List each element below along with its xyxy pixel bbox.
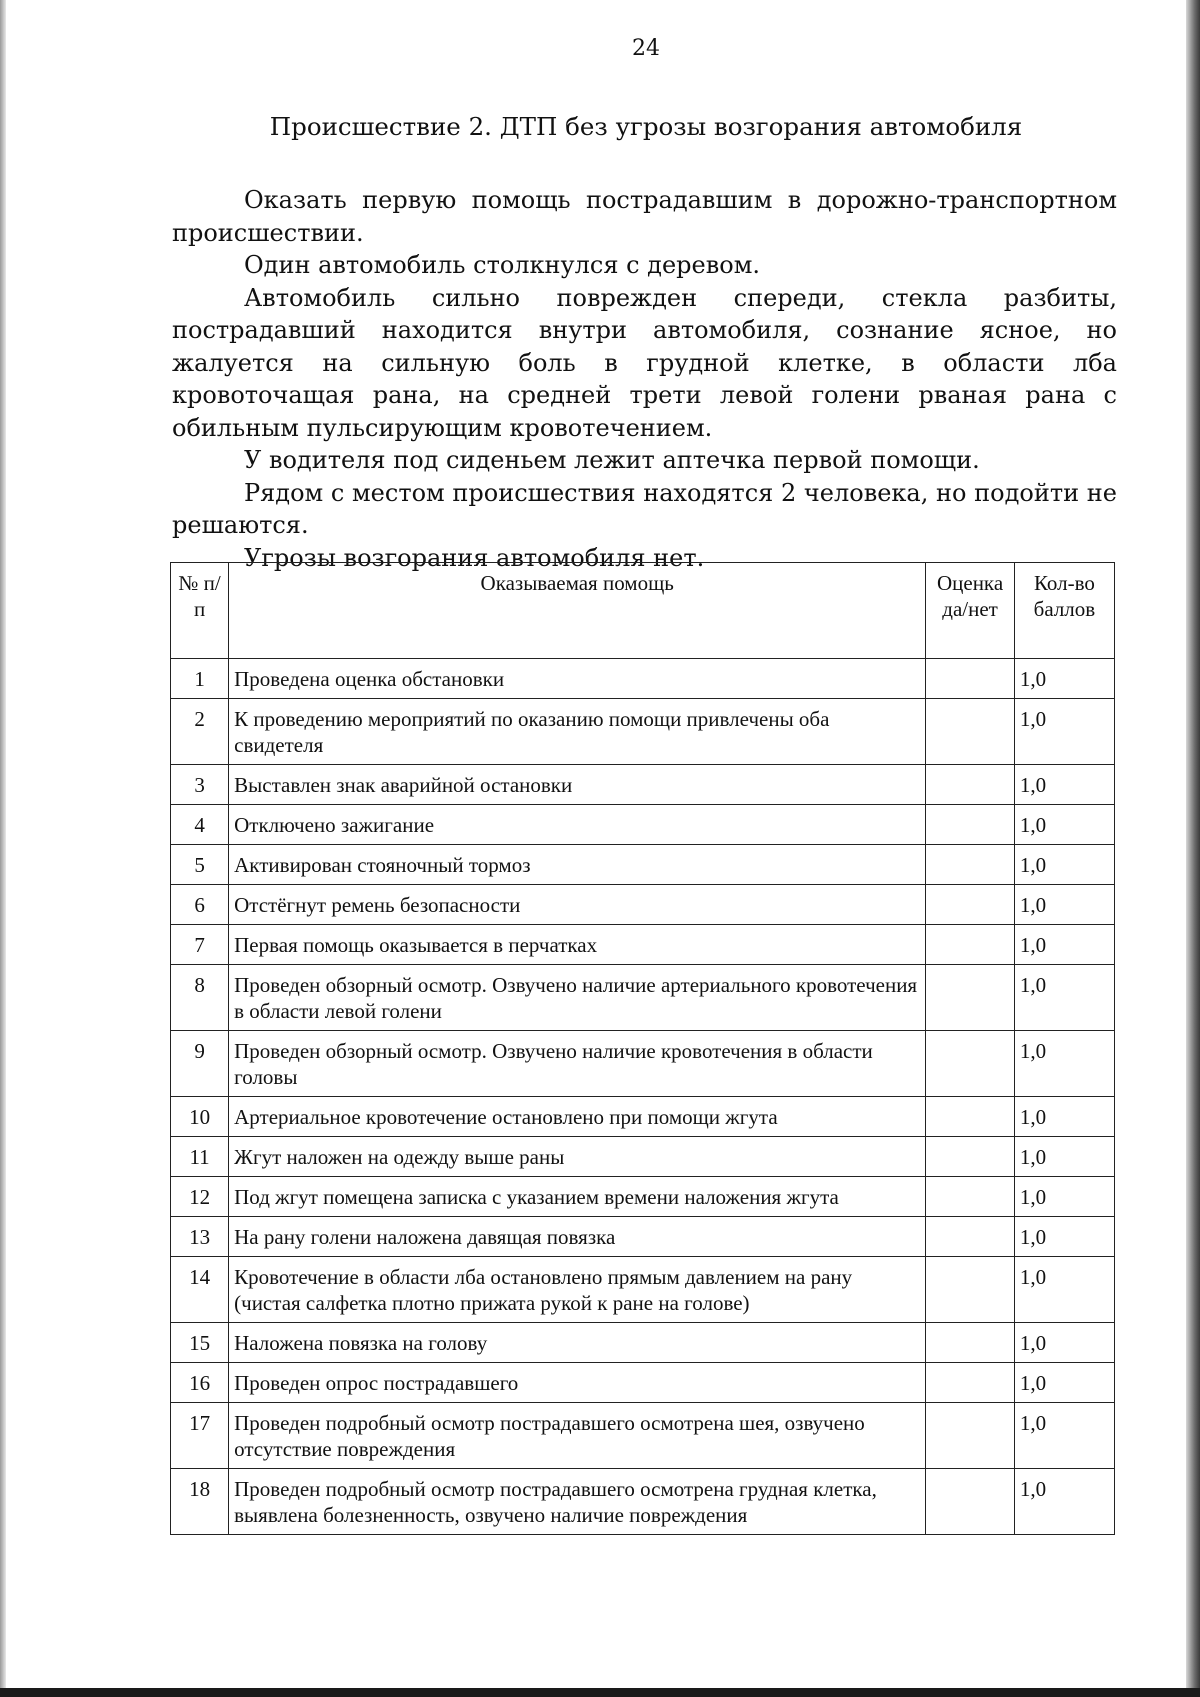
row-number: 14 (171, 1257, 229, 1323)
row-evaluation-cell (926, 965, 1015, 1031)
row-number: 5 (171, 845, 229, 885)
row-evaluation-cell (926, 1403, 1015, 1469)
row-number: 9 (171, 1031, 229, 1097)
row-evaluation-cell (926, 845, 1015, 885)
table-row (171, 885, 1115, 925)
row-evaluation-cell (926, 1469, 1015, 1535)
table-header-row (171, 563, 1115, 659)
table-row (171, 1323, 1115, 1363)
row-number: 11 (171, 1137, 229, 1177)
scenario-description (172, 184, 1117, 574)
row-number: 1 (171, 659, 229, 699)
row-action-text: Отключено зажигание (229, 805, 926, 845)
row-score: 1,0 (1014, 765, 1114, 805)
row-action-text: Проведен обзорный осмотр. Озвучено наличие кровотечения в области головы (229, 1031, 926, 1097)
row-score: 1,0 (1014, 1363, 1114, 1403)
header-num: № п/п (171, 563, 229, 659)
table-row (171, 699, 1115, 765)
paragraph: Оказать первую помощь пострадавшим в дорожно-транспортном происшествии. (172, 186, 1117, 247)
row-number: 10 (171, 1097, 229, 1137)
page-number: 24 (632, 36, 660, 61)
row-action-text: Первая помощь оказывается в перчатках (229, 925, 926, 965)
row-evaluation-cell (926, 659, 1015, 699)
table-row (171, 1363, 1115, 1403)
row-score: 1,0 (1014, 1323, 1114, 1363)
row-evaluation-cell (926, 1097, 1015, 1137)
row-evaluation-cell (926, 1031, 1015, 1097)
table-body (171, 659, 1115, 1535)
table-row (171, 1469, 1115, 1535)
row-evaluation-cell (926, 1363, 1015, 1403)
row-evaluation-cell (926, 1217, 1015, 1257)
table-row (171, 1097, 1115, 1137)
scan-edge-right (1186, 0, 1200, 1697)
row-score: 1,0 (1014, 925, 1114, 965)
row-score: 1,0 (1014, 885, 1114, 925)
table-row (171, 845, 1115, 885)
row-evaluation-cell (926, 925, 1015, 965)
row-action-text: На рану голени наложена давящая повязка (229, 1217, 926, 1257)
row-action-text: Наложена повязка на голову (229, 1323, 926, 1363)
row-number: 7 (171, 925, 229, 965)
row-evaluation-cell (926, 699, 1015, 765)
row-action-text: Жгут наложен на одежду выше раны (229, 1137, 926, 1177)
row-action-text: Активирован стояночный тормоз (229, 845, 926, 885)
row-evaluation-cell (926, 765, 1015, 805)
table-row (171, 765, 1115, 805)
row-score: 1,0 (1014, 1403, 1114, 1469)
row-evaluation-cell (926, 1177, 1015, 1217)
row-score: 1,0 (1014, 659, 1114, 699)
row-action-text: Проведен обзорный осмотр. Озвучено наличие артериального кровотечения в области левой голени (229, 965, 926, 1031)
row-score: 1,0 (1014, 1031, 1114, 1097)
row-action-text: Отстёгнут ремень безопасности (229, 885, 926, 925)
header-eval: Оценка да/нет (926, 563, 1015, 659)
assessment-table (170, 562, 1115, 1535)
row-score: 1,0 (1014, 1217, 1114, 1257)
row-number: 17 (171, 1403, 229, 1469)
row-number: 16 (171, 1363, 229, 1403)
paragraph: Один автомобиль столкнулся с деревом. (244, 251, 760, 279)
row-score: 1,0 (1014, 1177, 1114, 1217)
table-row (171, 1031, 1115, 1097)
row-number: 13 (171, 1217, 229, 1257)
table-row (171, 805, 1115, 845)
row-number: 18 (171, 1469, 229, 1535)
table-row (171, 1257, 1115, 1323)
scan-edge-bottom (0, 1688, 1200, 1697)
table-row (171, 925, 1115, 965)
paragraph: У водителя под сиденьем лежит аптечка первой помощи. (244, 446, 980, 474)
row-number: 3 (171, 765, 229, 805)
row-action-text: Проведена оценка обстановки (229, 659, 926, 699)
row-score: 1,0 (1014, 965, 1114, 1031)
row-number: 8 (171, 965, 229, 1031)
row-score: 1,0 (1014, 805, 1114, 845)
row-number: 15 (171, 1323, 229, 1363)
table-row (171, 965, 1115, 1031)
row-action-text: Выставлен знак аварийной остановки (229, 765, 926, 805)
paragraph: Рядом с местом происшествия находятся 2 человека, но подойти не решаются. (172, 478, 1117, 539)
table-row (171, 1137, 1115, 1177)
paragraph: Угрозы возгорания автомобиля нет. (244, 543, 705, 572)
row-action-text: К проведению мероприятий по оказанию помощи привлечены оба свидетеля (229, 699, 926, 765)
row-evaluation-cell (926, 1257, 1015, 1323)
row-action-text: Проведен подробный осмотр пострадавшего осмотрена грудная клетка, выявлена болезненность, озвучено наличие повреждения (229, 1469, 926, 1535)
row-action-text: Проведен опрос пострадавшего (229, 1363, 926, 1403)
row-evaluation-cell (926, 1323, 1015, 1363)
paragraph: Автомобиль сильно поврежден спереди, стекла разбиты, пострадавший находится внутри автомобиля, сознание ясное, но жалуется на сильную боль в грудной клетке, в области лба кровоточащая рана, на средней трети левой голени рваная рана с обильным пульсирующим кровотечением. (172, 283, 1117, 442)
row-number: 6 (171, 885, 229, 925)
row-number: 2 (171, 699, 229, 765)
table-row (171, 659, 1115, 699)
row-action-text: Кровотечение в области лба остановлено прямым давлением на рану (чистая салфетка плотно прижата рукой к ране на голове) (229, 1257, 926, 1323)
row-score: 1,0 (1014, 1137, 1114, 1177)
row-score: 1,0 (1014, 1469, 1114, 1535)
row-action-text: Проведен подробный осмотр пострадавшего осмотрена шея, озвучено отсутствие повреждения (229, 1403, 926, 1469)
scan-edge-left (0, 0, 6, 1697)
row-number: 12 (171, 1177, 229, 1217)
page-title: Происшествие 2. ДТП без угрозы возгорания автомобиля (269, 112, 1023, 141)
row-score: 1,0 (1014, 1257, 1114, 1323)
row-score: 1,0 (1014, 1097, 1114, 1137)
header-score: Кол-во баллов (1014, 563, 1114, 659)
row-action-text: Под жгут помещена записка с указанием времени наложения жгута (229, 1177, 926, 1217)
table-row (171, 1217, 1115, 1257)
row-score: 1,0 (1014, 845, 1114, 885)
table-row (171, 1177, 1115, 1217)
row-evaluation-cell (926, 885, 1015, 925)
table-row (171, 1403, 1115, 1469)
row-action-text: Артериальное кровотечение остановлено при помощи жгута (229, 1097, 926, 1137)
row-score: 1,0 (1014, 699, 1114, 765)
header-help: Оказываемая помощь (229, 563, 926, 659)
row-evaluation-cell (926, 805, 1015, 845)
row-evaluation-cell (926, 1137, 1015, 1177)
row-number: 4 (171, 805, 229, 845)
